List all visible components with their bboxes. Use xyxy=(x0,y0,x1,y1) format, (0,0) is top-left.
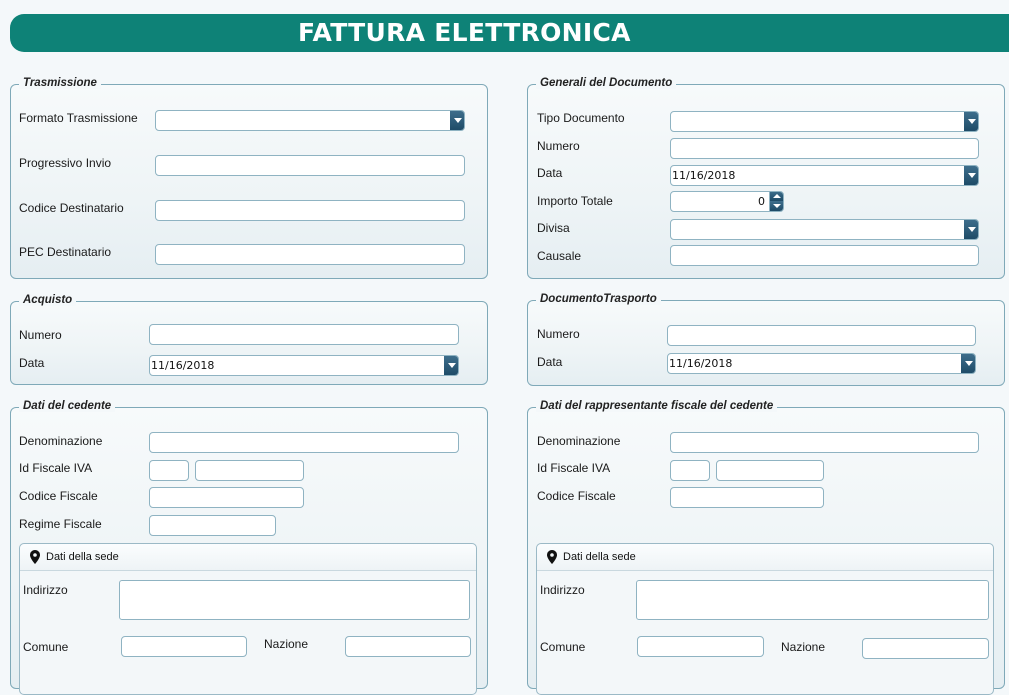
data-label: Data xyxy=(537,166,563,180)
chevron-down-icon[interactable] xyxy=(964,219,979,240)
rapp-indirizzo-input[interactable] xyxy=(636,580,989,620)
cedente-idfiscale-label: Id Fiscale IVA xyxy=(19,461,93,475)
cedente-codfiscale-label: Codice Fiscale xyxy=(19,489,98,503)
divisa-dropdown[interactable] xyxy=(670,219,979,240)
cedente-sede-header xyxy=(20,544,476,571)
pec-destinatario-input[interactable] xyxy=(155,244,465,265)
cedente-codfiscale-input[interactable] xyxy=(149,487,304,508)
generali-documento-group xyxy=(527,77,1005,279)
codice-destinatario-label: Codice Destinatario xyxy=(19,201,124,215)
spin-down-button[interactable] xyxy=(770,201,784,211)
rapp-idfiscale-label: Id Fiscale IVA xyxy=(537,461,611,475)
cedente-sede-panel xyxy=(19,543,477,695)
trasporto-data-value: 11/16/2018 xyxy=(669,357,733,370)
rapp-denominazione-input[interactable] xyxy=(670,432,979,453)
rapp-sede-header xyxy=(537,544,993,571)
trasporto-data-label: Data xyxy=(537,355,563,369)
rapp-codfiscale-label: Codice Fiscale xyxy=(537,489,616,503)
chevron-down-icon[interactable] xyxy=(450,110,465,131)
pec-destinatario-label: PEC Destinatario xyxy=(19,245,112,259)
acquisto-data-value: 11/16/2018 xyxy=(151,359,215,372)
rapp-denominazione-label: Denominazione xyxy=(537,434,621,448)
rapp-nazione-input[interactable] xyxy=(862,638,989,659)
cedente-idfiscale-paese-input[interactable] xyxy=(149,460,189,481)
progressivo-invio-label: Progressivo Invio xyxy=(19,156,112,170)
acquisto-data-label: Data xyxy=(19,356,45,370)
spin-up-button[interactable] xyxy=(770,191,784,201)
map-pin-icon xyxy=(30,550,40,564)
causale-input[interactable] xyxy=(670,245,979,266)
chevron-down-icon[interactable] xyxy=(444,355,459,376)
cedente-idfiscale-codice-input[interactable] xyxy=(195,460,304,481)
importo-totale-label: Importo Totale xyxy=(537,194,613,208)
trasmissione-legend: Trasmissione xyxy=(19,77,101,89)
title-banner xyxy=(10,14,1009,52)
acquisto-legend: Acquisto xyxy=(19,294,76,306)
formato-trasmissione-dropdown[interactable] xyxy=(155,110,465,131)
data-value: 11/16/2018 xyxy=(672,169,736,182)
trasporto-numero-label: Numero xyxy=(537,327,580,341)
tipo-documento-dropdown[interactable] xyxy=(670,111,979,132)
map-pin-icon xyxy=(547,550,557,564)
progressivo-invio-input[interactable] xyxy=(155,155,465,176)
cedente-comune-label: Comune xyxy=(23,640,69,654)
rappresentante-group xyxy=(527,400,1005,689)
cedente-nazione-label: Nazione xyxy=(264,637,309,651)
cedente-denominazione-input[interactable] xyxy=(149,432,459,453)
acquisto-numero-input[interactable] xyxy=(149,324,459,345)
acquisto-group xyxy=(10,294,488,385)
importo-totale-value: 0 xyxy=(758,195,765,208)
trasporto-data-picker[interactable] xyxy=(667,353,976,374)
rappresentante-legend: Dati del rappresentante fiscale del cedente xyxy=(536,400,777,412)
acquisto-data-picker[interactable] xyxy=(149,355,459,376)
generali-legend: Generali del Documento xyxy=(536,77,676,89)
regime-fiscale-label: Regime Fiscale xyxy=(19,517,102,531)
cedente-sede-title: Dati della sede xyxy=(46,551,119,563)
trasmissione-group xyxy=(10,77,488,279)
cedente-group xyxy=(10,400,488,689)
tipo-documento-label: Tipo Documento xyxy=(537,111,625,125)
documento-trasporto-group xyxy=(527,293,1005,386)
chevron-down-icon[interactable] xyxy=(964,165,979,186)
rapp-idfiscale-paese-input[interactable] xyxy=(670,460,710,481)
rapp-sede-panel xyxy=(536,543,994,695)
trasporto-numero-input[interactable] xyxy=(667,325,976,346)
divisa-label: Divisa xyxy=(537,221,570,235)
cedente-indirizzo-label: Indirizzo xyxy=(23,583,68,597)
codice-destinatario-input[interactable] xyxy=(155,200,465,221)
importo-totale-spinner[interactable] xyxy=(670,191,784,212)
numero-label: Numero xyxy=(537,139,580,153)
trasporto-legend: DocumentoTrasporto xyxy=(536,293,661,305)
cedente-comune-input[interactable] xyxy=(121,636,247,657)
page-title: FATTURA ELETTRONICA xyxy=(298,18,631,47)
numero-input[interactable] xyxy=(670,138,979,159)
chevron-down-icon[interactable] xyxy=(961,353,976,374)
rapp-comune-input[interactable] xyxy=(637,636,764,657)
rapp-codfiscale-input[interactable] xyxy=(670,487,824,508)
formato-trasmissione-label: Formato Trasmissione xyxy=(19,111,138,125)
rapp-indirizzo-label: Indirizzo xyxy=(540,583,585,597)
rapp-nazione-label: Nazione xyxy=(781,640,826,654)
regime-fiscale-input[interactable] xyxy=(149,515,276,536)
cedente-denominazione-label: Denominazione xyxy=(19,434,103,448)
spinner-arrows-icon[interactable] xyxy=(769,191,784,212)
cedente-indirizzo-input[interactable] xyxy=(119,580,470,620)
acquisto-numero-label: Numero xyxy=(19,328,62,342)
rapp-sede-title: Dati della sede xyxy=(563,551,636,563)
data-date-picker[interactable] xyxy=(670,165,979,186)
chevron-down-icon[interactable] xyxy=(964,111,979,132)
rapp-idfiscale-codice-input[interactable] xyxy=(716,460,824,481)
cedente-nazione-input[interactable] xyxy=(345,636,471,657)
causale-label: Causale xyxy=(537,249,582,263)
rapp-comune-label: Comune xyxy=(540,640,586,654)
cedente-legend: Dati del cedente xyxy=(19,400,115,412)
